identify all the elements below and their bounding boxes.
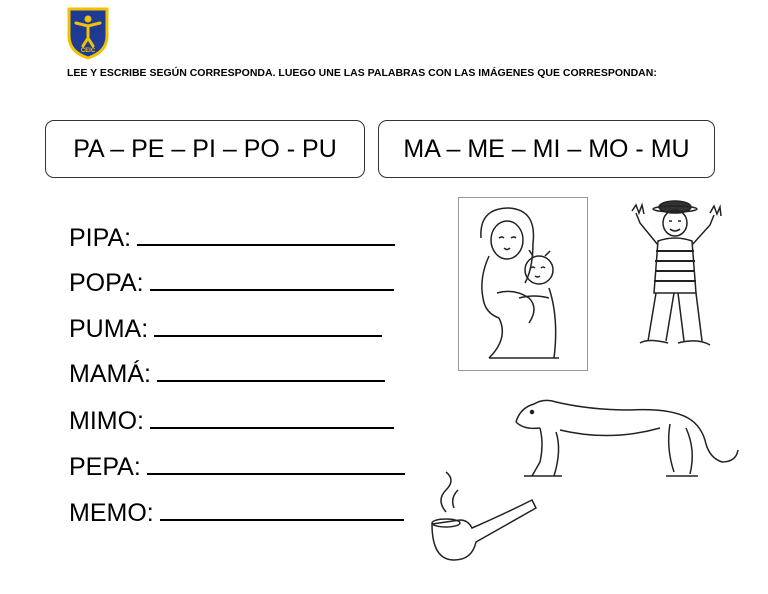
- answer-blank[interactable]: [150, 267, 394, 291]
- syllables-p-text: PA – PE – PI – PO - PU: [73, 134, 337, 163]
- word-label: MEMO:: [69, 499, 154, 527]
- word-row-mimo: [69, 405, 394, 436]
- word-label: POPA:: [69, 269, 144, 297]
- answer-blank[interactable]: [137, 222, 395, 246]
- mother-daughter-icon: [459, 198, 587, 370]
- school-crest-icon: [66, 6, 110, 60]
- mime-picture[interactable]: [618, 193, 728, 358]
- word-label: PUMA:: [69, 315, 149, 343]
- word-row-puma: [69, 313, 382, 344]
- word-label: PIPA:: [69, 224, 132, 252]
- answer-blank[interactable]: [160, 497, 404, 521]
- word-row-pepa: [69, 451, 405, 482]
- puma-picture[interactable]: [510, 388, 742, 480]
- mime-icon: [618, 193, 728, 358]
- syllables-p-box: [45, 120, 365, 178]
- word-row-pipa: [69, 222, 395, 253]
- school-logo: [66, 6, 110, 60]
- logo-text: CEIC: [80, 48, 96, 54]
- syllables-m-text: MA – ME – MI – MO - MU: [403, 134, 690, 163]
- pipe-icon: [424, 470, 542, 564]
- answer-blank[interactable]: [157, 358, 385, 382]
- answer-blank[interactable]: [154, 313, 382, 337]
- instructions-text: LEE Y ESCRIBE SEGÚN CORRESPONDA. LUEGO UNE LAS PALABRAS CON LAS IMÁGENES QUE CORRESPONDAN:: [67, 67, 657, 79]
- word-label: PEPA:: [69, 453, 141, 481]
- word-label: MAMÁ:: [69, 360, 151, 388]
- pipe-picture[interactable]: [424, 470, 542, 564]
- answer-blank[interactable]: [147, 451, 405, 475]
- word-row-popa: [69, 267, 394, 298]
- puma-icon: [510, 388, 742, 480]
- word-row-memo: [69, 497, 404, 528]
- word-row-mama: [69, 358, 385, 389]
- syllables-m-box: [378, 120, 715, 178]
- mother-daughter-picture[interactable]: [458, 197, 588, 371]
- word-label: MIMO:: [69, 407, 144, 435]
- answer-blank[interactable]: [150, 405, 394, 429]
